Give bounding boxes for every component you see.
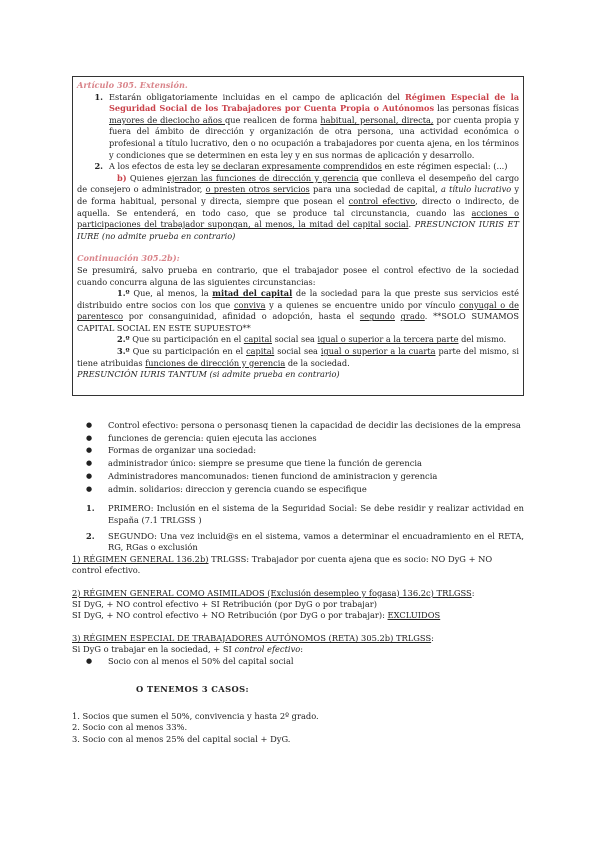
regimen-general (72, 554, 524, 577)
bullet-icon: ● (86, 421, 93, 429)
text-span: A los efectos de esta ley (109, 161, 212, 172)
list-item-text: Socio con al menos el 50% del capital social (108, 655, 294, 666)
text-span: por cuenta propia y fuera del ámbito de dirección y organización de otra persona, una actividad económica o profesional a título lucrativo, den o no ocupación a trabajadores por cuenta ajena, en los términos y condiciones que se determinen en esta ley y en sus normas de aplicación y desarrollo. (109, 114, 519, 160)
continuation-title: Continuación 305.2b): (77, 253, 180, 264)
text-span: : (471, 587, 475, 598)
item-number: 2. (94, 161, 103, 172)
text-span: de la sociedad. (285, 357, 350, 368)
bullet-icon: ● (86, 446, 93, 455)
italic-text: a título lucrativo (440, 184, 512, 195)
underlined-text: funciones de dirección y gerencia (145, 357, 286, 368)
list-item-text: Control efectivo: persona o personasq tienen la capacidad de decidir las decisiones de la empresa (108, 420, 521, 430)
text-span: por consanguinidad, afinidad o adopción, hasta el (123, 311, 360, 322)
case-3: 3. Socio con al menos 25% del capital social + DyG. (72, 733, 291, 744)
underlined-text: igual o superior a la tercera parte (317, 334, 459, 345)
text-span: social sea (274, 346, 321, 357)
regimen-general-heading: 1) RÉGIMEN GENERAL 136.2b) (72, 553, 209, 564)
underlined-text: 3) RÉGIMEN ESPECIAL DE TRABAJADORES AUTÓNOMOS (RETA) 305.2b) TRLGSS (72, 632, 432, 643)
underlined-text: capital (243, 334, 272, 345)
case-2: 2. Socio con al menos 33%. (72, 722, 188, 733)
text-span: para una sociedad de capital, (309, 184, 441, 195)
list-item (72, 471, 524, 482)
underlined-text: ejerzan las funciones de dirección y gerencia (166, 172, 359, 183)
paragraph-label: b) (117, 172, 127, 183)
legal-text-box (72, 76, 524, 396)
bullet-icon: ● (86, 484, 93, 493)
list-item-text: funciones de gerencia: quien ejecuta las acciones (108, 432, 317, 443)
step-text: PRIMERO: Inclusión en el sistema de la Seguridad Social: Se debe residir y realizar actividad en España (7.1 TRLGSS ) (108, 503, 524, 525)
article-item-2 (77, 161, 519, 173)
underlined-text: se declaran expresamente comprendidos (211, 161, 382, 172)
bullet-icon: ● (86, 656, 93, 665)
italic-text: control efectivo (234, 644, 301, 655)
text-span: que conlleva el desempeño del cargo de consejero o administrador, (77, 172, 519, 195)
item-text (109, 92, 519, 162)
text-span: y de forma habitual, personal y directa, siempre que posean el (77, 184, 520, 206)
text-span: . **SOLO SUMAMOS CAPITAL SOCIAL EN ESTE SUPUESTO** (77, 311, 519, 333)
list-item (72, 433, 524, 444)
text-span: parte del mismo, si tiene atribuidas (77, 346, 519, 368)
underlined-bold-text: mitad del capital (212, 288, 293, 299)
circumstance-number: 1.º (117, 288, 130, 299)
text-span: de la sociedad para la que preste sus servicios esté distribuido entre socios con los que (77, 288, 520, 310)
circumstance-2 (77, 334, 519, 346)
circumstance-number: 3.º (117, 346, 130, 357)
item-number: 1. (94, 91, 103, 102)
bullet-list (72, 420, 524, 495)
text-span: , directo o indirecto, de aquella. Se entenderá, en todo caso, que se produce tal circunstancia, cuando las (77, 195, 519, 218)
bullet-icon: ● (86, 459, 93, 468)
bullet-icon: ● (86, 433, 93, 442)
step-text: SEGUNDO: Una vez incluid@s en el sistema, vamos a determinar el encuadramiento en el RETA, RG, RGas o exclusión (108, 531, 524, 553)
underlined-text: conviva (233, 299, 266, 310)
list-item (72, 458, 524, 469)
list-item-text: Formas de organizar una sociedad: (108, 445, 257, 456)
underlined-text: igual o superior a la cuarta (320, 346, 436, 357)
text-span: Quienes (126, 172, 167, 183)
text-span: . (408, 219, 415, 230)
text-span: las personas físicas (434, 103, 519, 114)
text-span: Que su participación en el (129, 346, 247, 357)
presumption-iuris-et-iure: PRESUNCION IURIS ET IURE (no admite prueba en contrario) (77, 219, 519, 241)
text-span: que realicen de forma (225, 114, 321, 125)
text-span: : (431, 632, 434, 643)
text-span: Estarán obligatoriamente incluidas en el campo de aplicación del (109, 91, 405, 102)
reta-line-1 (72, 644, 524, 655)
list-item-text: administrador único: siempre se presume que tiene la función de gerencia (108, 458, 422, 469)
reta-heading (72, 633, 524, 644)
underlined-text: capital (246, 346, 275, 357)
list-item (72, 420, 524, 431)
underlined-text: grado (400, 311, 425, 322)
case-1: 1. Socios que sumen el 50%, convivencia y hasta 2º grado. (72, 710, 319, 721)
asimilados-line-2 (72, 610, 524, 621)
reta-highlight: Régimen Especial de la Seguridad Social de los Trabajadores por Cuenta Propia o Autónomos (109, 91, 520, 114)
underlined-text: habitual, personal, directa, (320, 114, 434, 125)
article-title: Artículo 305. Extensión. (77, 80, 188, 90)
underlined-text: o presten otros servicios (205, 184, 310, 195)
underlined-text: control efectivo (348, 195, 416, 206)
step-number: 1. (86, 503, 95, 514)
list-item (72, 484, 524, 495)
text-span: y a quienes se encuentre unido por vínculo (265, 299, 460, 310)
text-span: SI DyG, + NO control efectivo + NO Retribución (por DyG o por trabajar): (72, 610, 388, 621)
circumstance-1 (77, 288, 519, 334)
regimen-asimilados-heading (72, 588, 524, 599)
underlined-text: acciones o participaciones del trabajador supongan, al menos, la mitad del capital social (77, 207, 519, 230)
circumstance-3 (77, 346, 519, 369)
bullet-icon: ● (86, 471, 93, 480)
list-item-text: Administradores mancomunados: tienen funciond de aministracion y gerencia (108, 470, 438, 481)
paragraph-b (77, 173, 519, 243)
regimen-general-text: TRLGSS: Trabajador por cuenta ajena que es socio: NO DyG + NO control efectivo. (72, 553, 493, 576)
asimilados-line-1: SI DyG, + NO control efectivo + SI Retribución (por DyG o por trabajar) (72, 599, 377, 610)
underlined-text: 2) RÉGIMEN GENERAL COMO ASIMILADOS (Exclusión desempleo y fogasa) 136.2c) TRLGSS (72, 587, 472, 598)
list-item-text: admin. solidarios: direccion y gerencia cuando se especifique (108, 483, 367, 494)
text-span: social sea (271, 334, 318, 345)
text-span: del mismo. (458, 334, 507, 345)
underlined-text: segundo (359, 311, 395, 322)
text-span: Que su participación en el (129, 334, 244, 345)
article-item-1 (77, 92, 519, 162)
text-span: en este régimen especial: (...) (381, 161, 508, 172)
step-1 (72, 503, 524, 526)
text-span: Si DyG o trabajar en la sociedad, + SI (72, 644, 235, 655)
underlined-text: mayores de dieciocho años (109, 114, 225, 125)
underlined-text: conyugal o de parentesco (77, 299, 520, 322)
presumption-iuris-tantum: PRESUNCIÓN IURIS TANTUM (si admite prueba en contrario) (77, 369, 340, 380)
text-span: : (300, 644, 304, 655)
item-text (109, 161, 519, 173)
list-item (72, 656, 524, 667)
continuation-intro: Se presumirá, salvo prueba en contrario, que el trabajador posee el control efectivo de la sociedad cuando concurra alguna de las siguientes circunstancias: (77, 264, 519, 287)
cases-title: O TENEMOS 3 CASOS: (136, 684, 249, 695)
list-item (72, 445, 524, 456)
notes-section (72, 420, 524, 745)
text-span: Que, al menos, la (129, 288, 213, 299)
step-number: 2. (86, 531, 95, 542)
step-2 (72, 531, 524, 554)
excluded-label: EXCLUIDOS (387, 610, 441, 621)
circumstance-number: 2.º (117, 334, 130, 345)
